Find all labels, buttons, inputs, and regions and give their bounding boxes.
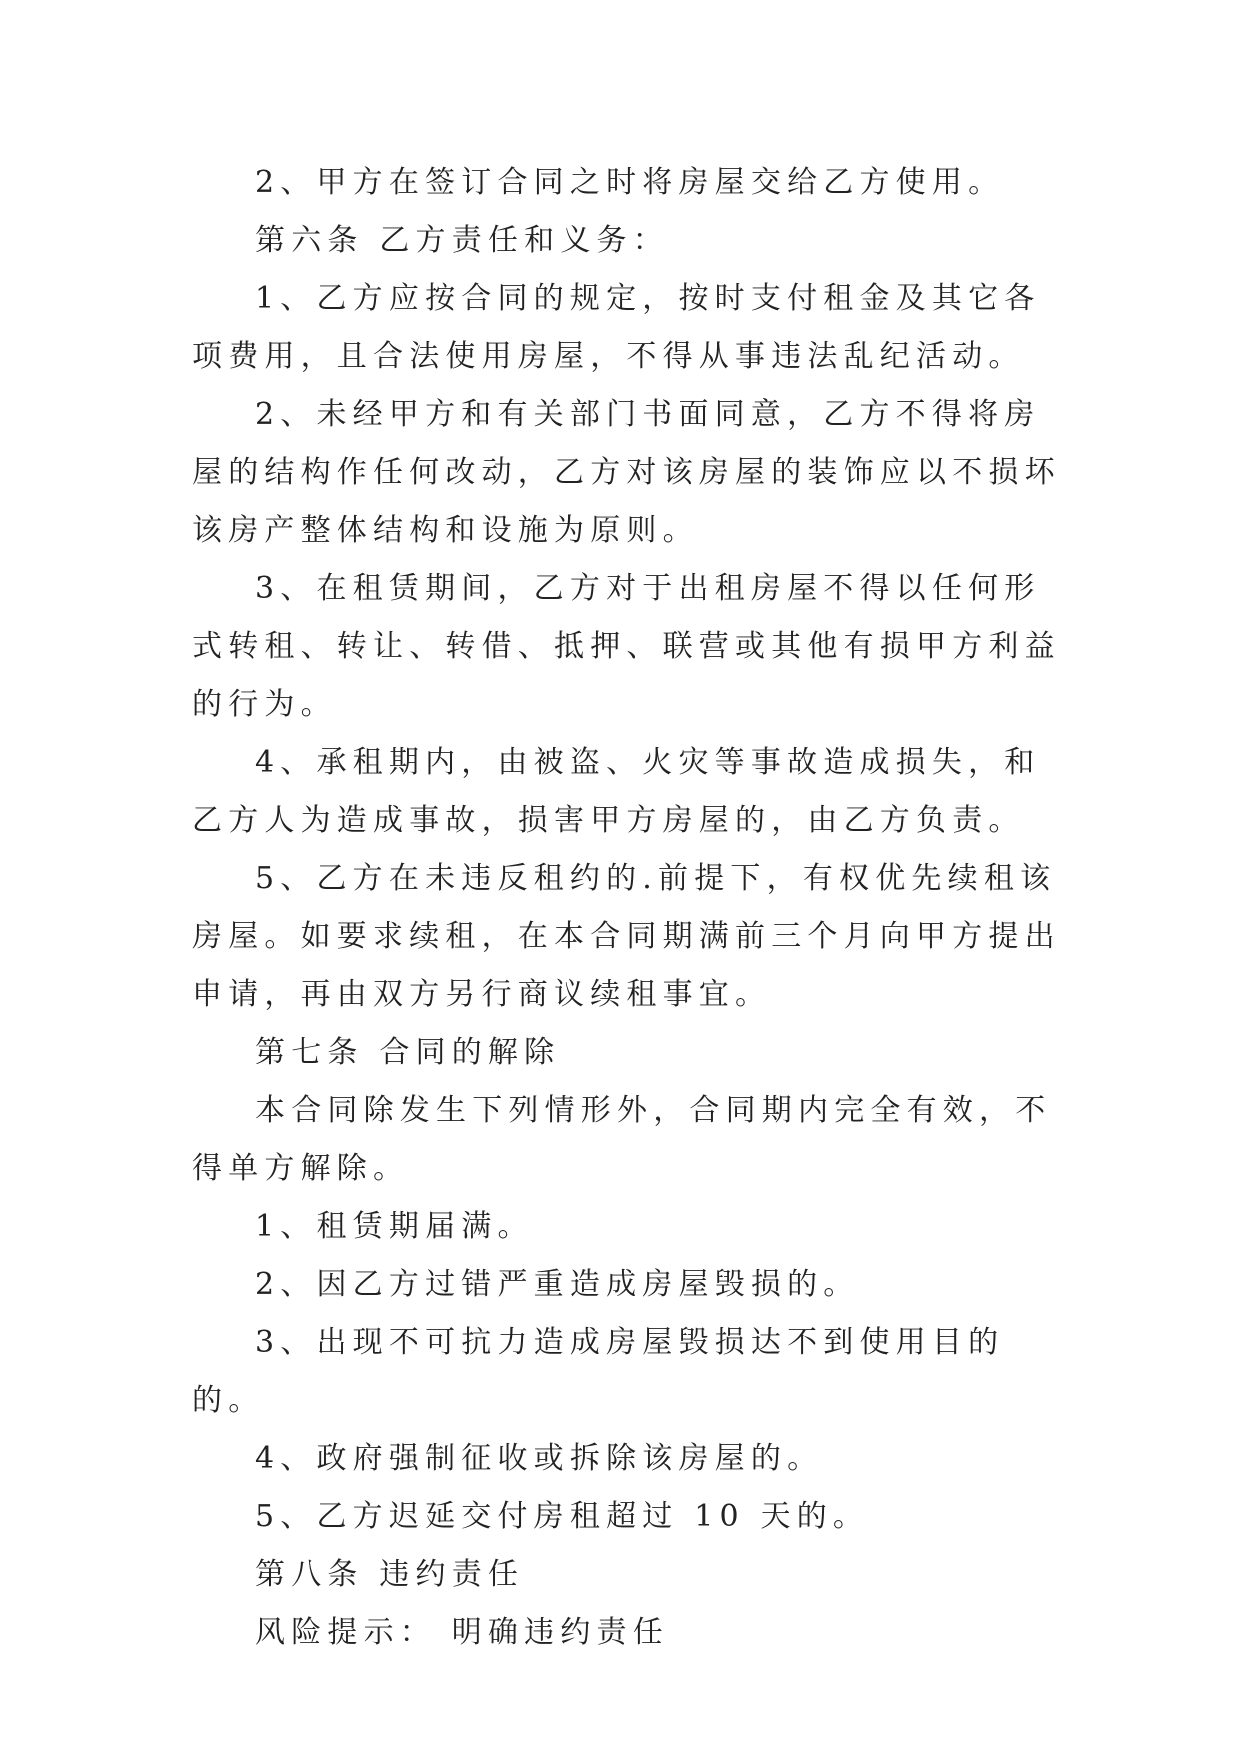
clause-paragraph: 1、租赁期届满。 <box>255 1209 534 1244</box>
clause-paragraph: 3、出现不可抗力造成房屋毁损达不到使用目的的。 <box>192 1325 1005 1418</box>
clause-paragraph: 2、因乙方过错严重造成房屋毁损的。 <box>255 1267 860 1302</box>
clause-paragraph: 1、乙方应按合同的规定，按时支付租金及其它各项费用，且合法使用房屋，不得从事违法乱纪活动。 <box>192 281 1041 374</box>
clause-paragraph: 3、在租赁期间，乙方对于出租房屋不得以任何形式转租、转让、转借、抵押、联营或其他有损甲方利益的行为。 <box>192 571 1061 722</box>
clause-paragraph: 5、乙方在未违反租约的.前提下，有权优先续租该房屋。如要求续租，在本合同期满前三个月向甲方提出申请，再由双方另行商议续租事宜。 <box>192 861 1061 1012</box>
clause-paragraph: 本合同除发生下列情形外，合同期内完全有效，不得单方解除。 <box>192 1093 1052 1186</box>
clause-paragraph: 4、承租期内，由被盗、火灾等事故造成损失，和乙方人为造成事故，损害甲方房屋的，由乙方负责。 <box>192 745 1041 838</box>
article-heading: 第六条 乙方责任和义务： <box>255 223 669 258</box>
article-heading: 第八条 违约责任 <box>255 1557 525 1592</box>
clause-paragraph: 2、未经甲方和有关部门书面同意，乙方不得将房屋的结构作任何改动，乙方对该房屋的装饰应以不损坏该房产整体结构和设施为原则。 <box>192 397 1061 548</box>
risk-note: 风险提示： 明确违约责任 <box>255 1615 669 1650</box>
article-heading: 第七条 合同的解除 <box>255 1035 561 1070</box>
document-body <box>192 154 1072 1662</box>
clause-paragraph: 2、甲方在签订合同之时将房屋交给乙方使用。 <box>255 165 1005 200</box>
clause-paragraph: 5、乙方迟延交付房租超过 10 天的。 <box>255 1499 870 1534</box>
clause-paragraph: 4、政府强制征收或拆除该房屋的。 <box>255 1441 824 1476</box>
